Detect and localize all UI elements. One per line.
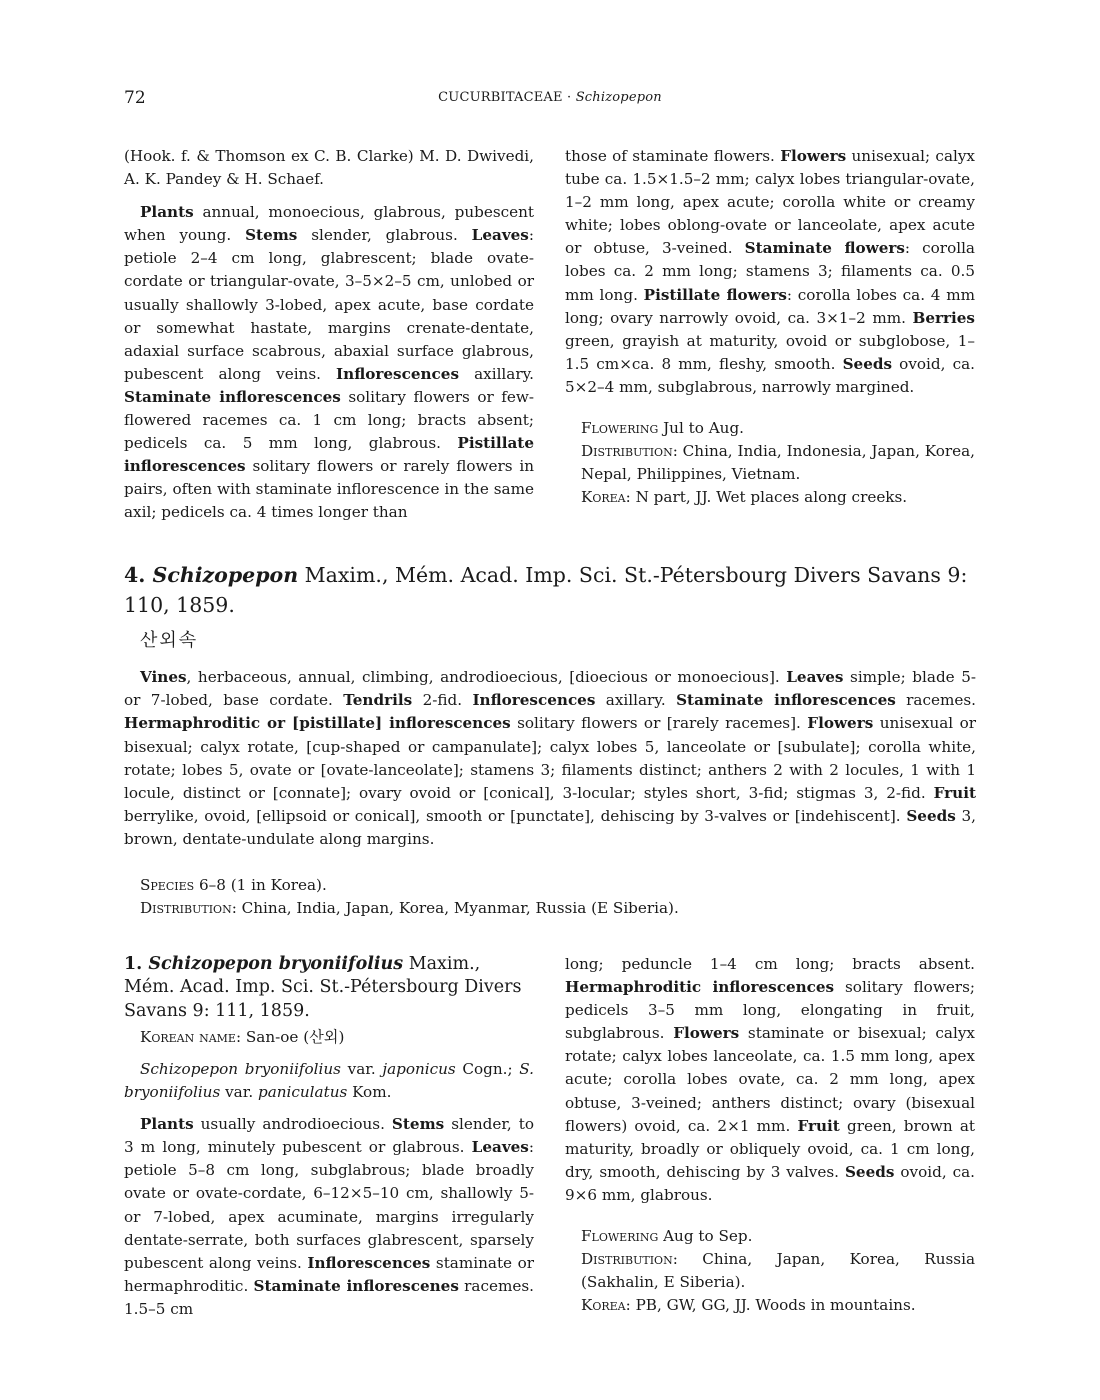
text: staminate or hermaphroditic. — [124, 1253, 534, 1295]
korea-line — [565, 1294, 975, 1317]
text: green, brown at maturity, broadly or obliquely ovoid, ca. 1 cm long, dry, smooth, dehiscing by 3 valves. — [565, 1116, 975, 1181]
label-stems: Stems — [245, 226, 298, 245]
genus-authority: Maxim., Mém. Acad. Imp. Sci. St.-Pétersbourg Divers Savans 9: 110, 1859. — [124, 563, 968, 617]
text: those of staminate flowers. — [565, 147, 781, 165]
label-distribution: Distribution — [581, 1250, 673, 1269]
label-flowers: Flowers — [780, 147, 847, 165]
label-distribution: Distribution — [140, 898, 232, 917]
text: : China, Japan, Korea, Russia (Sakhalin, E Siberia). — [581, 1250, 975, 1292]
label-distribution: Distribution — [581, 442, 673, 461]
upper-right-column — [565, 145, 975, 509]
text: slender, glabrous. — [297, 226, 472, 245]
label-plants: Plants — [140, 203, 194, 222]
page-number: 72 — [124, 88, 146, 108]
text: unisexual or bisexual; calyx rotate, [cup-shaped or campanulate]; calyx lobes 5, lanceolate or [subulate]; corolla white, rotate; lobes 5, ovate or [ovate-lanceolate]; stamens 3; filaments distinct; anthers 2 with 2 locules, 1 with 1 locule, distinct or [connate]; ovary ovoid or [conical], 3-locular; styles short, 3-fid; stigmas 3, 2-fid. — [124, 714, 976, 803]
label-staminate-inflorescences: Staminate inflorescenes — [253, 1276, 459, 1295]
text: ovoid, ca. 9×6 mm, glabrous. — [565, 1162, 975, 1204]
text: Kom. — [347, 1083, 392, 1102]
text: S. bryoniifolius — [124, 1059, 534, 1102]
species-number: 1. — [124, 954, 149, 974]
label-berries: Berries — [912, 308, 975, 327]
species-description-cont — [565, 953, 975, 1207]
text: 2-fid. — [412, 691, 473, 710]
text: : China, India, Indonesia, Japan, Korea, Nepal, Philippines, Vietnam. — [581, 442, 975, 484]
text: : corolla lobes ca. 4 mm long; ovary narrowly ovoid, ca. 3×1–2 mm. — [565, 285, 975, 327]
upper-left-column — [124, 145, 534, 525]
text: : corolla lobes ca. 2 mm long; stamens 3; filaments ca. 0.5 mm long. — [565, 239, 975, 304]
text: 6–8 (1 in Korea). — [194, 875, 327, 894]
text: racemes. 1.5–5 cm — [124, 1276, 534, 1318]
species-description — [124, 1113, 534, 1321]
text: unisexual; calyx tube ca. 1.5×1.5–2 mm; calyx lobes triangular-ovate, 1–2 mm long, apex acute; corolla white or creamy white; lobes oblong-ovate or lanceolate, apex acute or obtuse, 3-veined. — [565, 147, 975, 258]
species-authority: Maxim., Mém. Acad. Imp. Sci. St.-Pétersbourg Divers Savans 9: 111, 1859. — [124, 954, 522, 1021]
species-name: Schizopepon bryoniifolius — [148, 954, 404, 974]
text: : petiole 5–8 cm long, subglabrous; blade broadly ovate or ovate-cordate, 6–12×5–10 cm, shallowly 5- or 7-lobed, apex acuminate, margins irregularly dentate-serrate, both surfaces glabrescent, sparsely pubescent along veins. — [124, 1138, 534, 1272]
synonyms — [124, 1058, 534, 1104]
label-vines: Vines — [140, 668, 187, 686]
genus-description-block — [124, 666, 976, 920]
text: : PB, GW, GG, JJ. Woods in mountains. — [625, 1296, 916, 1315]
label-fruit: Fruit — [797, 1116, 840, 1135]
genus-korean-name: 산외속 — [140, 630, 199, 651]
text: usually androdioecious. — [193, 1115, 392, 1134]
label-seeds: Seeds — [842, 354, 893, 373]
text: axillary. — [459, 364, 534, 383]
text: : N part, JJ. Wet places along creeks. — [625, 488, 908, 507]
text: var. — [220, 1083, 258, 1102]
label-seeds: Seeds — [844, 1162, 895, 1181]
label-tendrils: Tendrils — [343, 691, 413, 710]
text: simple; blade 5- or 7-lobed, base cordate. — [124, 668, 976, 710]
header-genus: Schizopepon — [575, 90, 662, 105]
text: Jul to Aug. — [658, 419, 745, 438]
label-hermaphroditic-inflorescences: Hermaphroditic or [pistillate] inflorescences — [124, 714, 511, 733]
label-korean-name: Korean name — [140, 1027, 236, 1046]
text: axillary. — [595, 691, 677, 710]
text: Schizopepon bryoniifolius — [140, 1059, 341, 1078]
text: , herbaceous, annual, climbing, androdioecious, [dioecious or monoecious]. — [186, 668, 787, 686]
label-seeds: Seeds — [906, 807, 956, 826]
label-leaves: Leaves — [471, 226, 529, 245]
text: : San-oe (산외) — [235, 1027, 345, 1046]
text: solitary flowers or [rarely racemes]. — [510, 714, 808, 733]
text: paniculatus — [257, 1083, 348, 1102]
text: Cogn.; — [455, 1059, 520, 1078]
text: : China, India, Japan, Korea, Myanmar, Russia (E Siberia). — [231, 898, 679, 917]
label-stems: Stems — [391, 1115, 445, 1134]
text: Aug to Sep. — [658, 1227, 753, 1246]
species-heading — [124, 953, 534, 1023]
label-korea: Korea — [581, 488, 626, 507]
flowering-line — [565, 1225, 975, 1248]
label-plants: Plants — [140, 1115, 194, 1134]
label-inflorescences: Inflorescences — [472, 691, 596, 710]
text: var. — [340, 1059, 383, 1078]
label-species: Species — [140, 875, 195, 894]
previous-species-authority: (Hook. f. & Thomson ex C. B. Clarke) M. D. Dwivedi, A. K. Pandey & H. Schaef. — [124, 147, 534, 189]
label-inflorescences: Inflorescences — [307, 1253, 431, 1272]
label-inflorescences: Inflorescences — [336, 364, 459, 383]
text: berrylike, ovoid, [ellipsoid or conical], smooth or [punctate], dehiscing by 3-valves or [indehiscent]. — [124, 807, 907, 826]
label-pistillate-flowers: Pistillate flowers — [643, 285, 787, 304]
previous-species-description — [124, 201, 534, 524]
text: slender, to 3 m long, minutely pubescent or glabrous. — [124, 1115, 534, 1157]
label-pistillate-inflorescences: Pistillate inflorescences — [124, 434, 534, 476]
text: long; peduncle 1–4 cm long; bracts absent. — [565, 955, 975, 973]
label-flowering: Flowering — [581, 1227, 659, 1246]
header-family: CUCURBITACEAE — [438, 90, 563, 105]
header-separator: · — [562, 90, 576, 105]
text: japonicus — [382, 1059, 456, 1078]
species-count-line — [124, 874, 976, 897]
distribution-line — [565, 440, 975, 486]
text: solitary flowers or rarely flowers in pairs, often with staminate inflorescence in the same axil; pedicels ca. 4 times longer than — [124, 457, 534, 522]
genus-heading — [124, 560, 984, 620]
running-header — [0, 90, 1100, 105]
label-hermaphroditic-inflorescences: Hermaphroditic inflorescences — [565, 978, 835, 997]
text: staminate or bisexual; calyx rotate; calyx lobes lanceolate, ca. 1.5 mm long, apex acute; corolla lobes ovate, ca. 2 mm long, apex obtuse, 3-veined; anthers distinct; ovary (bisexual flowers) ovoid, ca. 2×1 mm. — [565, 1024, 975, 1135]
label-fruit: Fruit — [933, 784, 976, 803]
genus-name: Schizopepon — [152, 563, 299, 587]
lower-left-column — [124, 953, 534, 1321]
label-staminate-inflorescences: Staminate inflorescences — [676, 691, 896, 710]
text: 3, brown, dentate-undulate along margins. — [124, 807, 976, 849]
text: solitary flowers; pedicels 3–5 mm long, elongating in fruit, subglabrous. — [565, 978, 975, 1043]
korean-name-line — [124, 1026, 534, 1049]
text: solitary flowers or few-flowered racemes ca. 1 cm long; bracts absent; pedicels ca. 5 mm long, glabrous. — [124, 387, 535, 453]
text: ovoid, ca. 5×2–4 mm, subglabrous, narrowly margined. — [565, 354, 975, 396]
label-staminate-flowers: Staminate flowers — [744, 239, 905, 258]
flowering-line — [565, 417, 975, 440]
text: green, grayish at maturity, ovoid or subglobose, 1–1.5 cm×ca. 8 mm, fleshy, smooth. — [565, 331, 975, 373]
text: annual, monoecious, glabrous, pubescent when young. — [124, 203, 534, 245]
label-flowering: Flowering — [581, 419, 659, 438]
genus-distribution-line — [124, 897, 976, 920]
previous-species-description-cont — [565, 145, 975, 399]
label-flowers: Flowers — [807, 714, 874, 733]
label-leaves: Leaves — [471, 1138, 529, 1157]
label-korea: Korea — [581, 1296, 626, 1315]
distribution-line — [565, 1248, 975, 1294]
genus-number: 4. — [124, 563, 153, 587]
label-staminate-inflorescences: Staminate inflorescences — [124, 387, 341, 406]
label-flowers: Flowers — [673, 1024, 740, 1043]
label-leaves: Leaves — [786, 668, 844, 686]
text: racemes. — [895, 691, 976, 710]
genus-description — [124, 666, 976, 852]
lower-right-column — [565, 953, 975, 1317]
korea-line — [565, 486, 975, 509]
text: : petiole 2–4 cm long, glabrescent; blade ovate-cordate or triangular-ovate, 3–5×2–5 cm, unlobed or usually shallowly 3-lobed, apex acute, base cordate or somewhat hastate, margins crenate-dentate, adaxial surface scabrous, abaxial surface glabrous, pubescent along veins. — [124, 226, 534, 383]
